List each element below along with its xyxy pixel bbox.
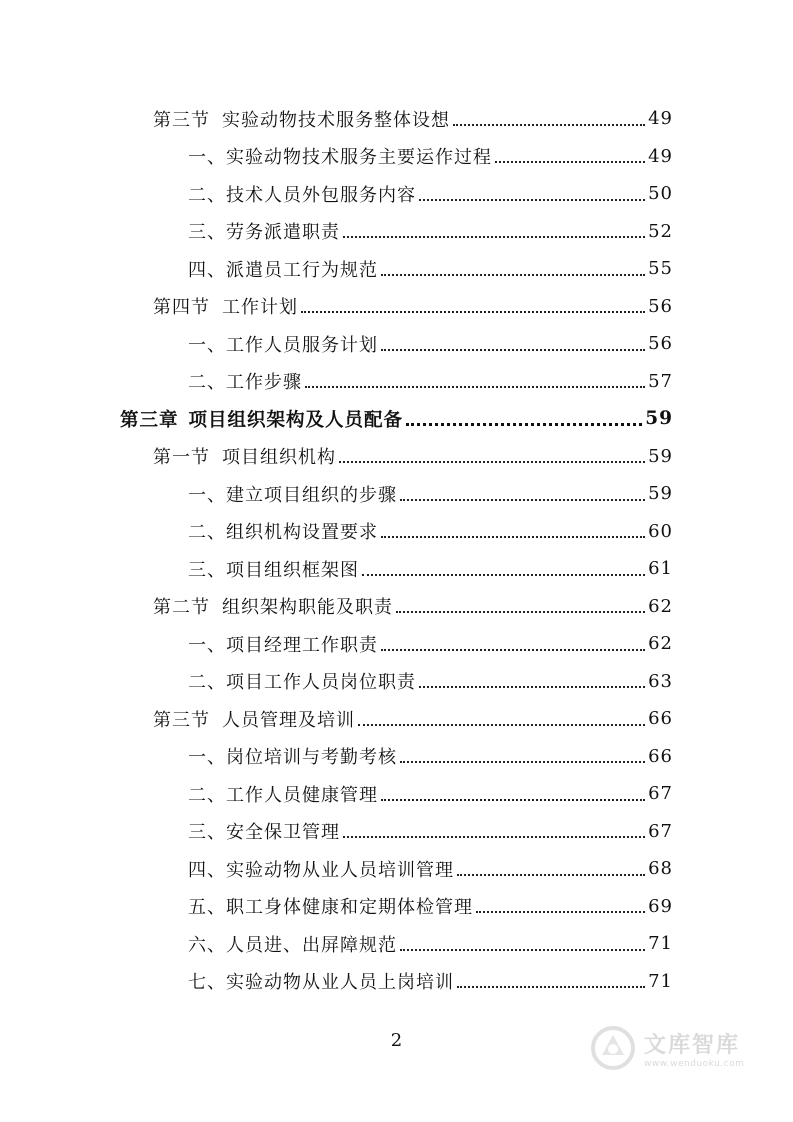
toc-entry-item[interactable] [0, 813, 793, 851]
toc-entry-item[interactable] [0, 775, 793, 813]
toc-entry-title [188, 668, 416, 694]
toc-page-number: 60 [648, 520, 673, 542]
toc-entry-number: 一、 [188, 747, 226, 769]
toc-entry-item[interactable] [0, 738, 793, 776]
toc-page-number: 59 [648, 483, 673, 505]
toc-entry-item[interactable] [0, 625, 793, 663]
watermark-url: www.wenduoku.com [644, 1058, 745, 1069]
toc-page-number: 62 [648, 595, 673, 617]
toc-dot-leader [362, 574, 645, 576]
toc-entry-number: 第二节 [153, 597, 210, 619]
toc-entry-item[interactable] [0, 325, 793, 363]
toc-dot-leader [339, 461, 645, 463]
toc-entry-item[interactable] [0, 663, 793, 701]
toc-entry-title [188, 331, 378, 357]
toc-entry-text: 派遣员工行为规范 [226, 259, 378, 281]
toc-entry-number: 六、 [188, 934, 226, 956]
toc-entry-item[interactable] [0, 475, 793, 513]
toc-page-number: 69 [648, 895, 673, 917]
toc-entry-text: 岗位培训与考勤考核 [226, 747, 397, 769]
toc-dot-leader [419, 686, 645, 688]
toc-page-number: 62 [648, 633, 673, 655]
toc-entry-number: 五、 [188, 897, 226, 919]
toc-entry-item[interactable] [0, 213, 793, 251]
toc-dot-leader [476, 911, 645, 913]
toc-entry-number: 第一节 [153, 447, 210, 469]
toc-entry-text: 实验动物从业人员培训管理 [226, 859, 454, 881]
toc-page-number: 49 [648, 108, 673, 130]
table-of-contents [0, 100, 793, 1000]
toc-page-number: 59 [648, 445, 673, 467]
toc-dot-leader [400, 499, 645, 501]
toc-entry-item[interactable] [0, 250, 793, 288]
toc-dot-leader [400, 949, 645, 951]
toc-entry-number: 二、 [188, 522, 226, 544]
toc-dot-leader [457, 986, 645, 988]
toc-entry-number: 三、 [188, 559, 226, 581]
toc-entry-title [188, 181, 416, 207]
toc-dot-leader [381, 536, 645, 538]
toc-entry-title [153, 293, 298, 319]
toc-entry-text: 安全保卫管理 [226, 822, 340, 844]
toc-entry-number: 三、 [188, 822, 226, 844]
toc-dot-leader [343, 236, 645, 238]
toc-entry-text: 实验动物技术服务整体设想 [222, 109, 450, 131]
toc-entry-title [188, 968, 454, 994]
toc-dot-leader [400, 761, 645, 763]
toc-page-number: 63 [648, 670, 673, 692]
toc-entry-number: 第三章 [120, 409, 179, 431]
toc-entry-title [120, 406, 403, 432]
toc-dot-leader [381, 649, 645, 651]
toc-entry-section[interactable] [0, 288, 793, 326]
toc-page-number: 59 [645, 408, 673, 430]
toc-entry-number: 第三节 [153, 109, 210, 131]
toc-page-number: 52 [648, 220, 673, 242]
toc-entry-item[interactable] [0, 888, 793, 926]
toc-entry-title [188, 743, 397, 769]
watermark-logo-icon [590, 1025, 636, 1071]
toc-entry-number: 第三节 [153, 709, 210, 731]
toc-entry-item[interactable] [0, 925, 793, 963]
toc-entry-number: 二、 [188, 784, 226, 806]
toc-page-number: 67 [648, 783, 673, 805]
toc-entry-number: 七、 [188, 972, 226, 994]
toc-entry-title [188, 143, 492, 169]
toc-entry-text: 人员管理及培训 [222, 709, 355, 731]
toc-entry-number: 一、 [188, 147, 226, 169]
toc-entry-item[interactable] [0, 138, 793, 176]
toc-entry-text: 组织机构设置要求 [226, 522, 378, 544]
toc-entry-item[interactable] [0, 550, 793, 588]
toc-entry-text: 技术人员外包服务内容 [226, 184, 416, 206]
toc-dot-leader [381, 349, 645, 351]
toc-entry-title [188, 781, 378, 807]
toc-entry-number: 一、 [188, 484, 226, 506]
toc-dot-leader [457, 874, 645, 876]
toc-page-number: 55 [648, 258, 673, 280]
toc-entry-item[interactable] [0, 175, 793, 213]
toc-entry-text: 人员进、出屏障规范 [226, 934, 397, 956]
toc-entry-number: 四、 [188, 859, 226, 881]
toc-entry-item[interactable] [0, 963, 793, 1001]
toc-entry-text: 职工身体健康和定期体检管理 [226, 897, 473, 919]
toc-entry-text: 项目工作人员岗位职责 [226, 672, 416, 694]
toc-entry-title [188, 256, 378, 282]
page-number: 2 [390, 1030, 403, 1051]
toc-entry-text: 实验动物从业人员上岗培训 [226, 972, 454, 994]
toc-page-number: 49 [648, 145, 673, 167]
toc-entry-title [188, 931, 397, 957]
toc-dot-leader [301, 311, 645, 313]
toc-entry-number: 二、 [188, 372, 226, 394]
toc-entry-text: 工作步骤 [226, 372, 302, 394]
toc-entry-text: 项目组织框架图 [226, 559, 359, 581]
toc-entry-section[interactable] [0, 700, 793, 738]
toc-entry-section[interactable] [0, 100, 793, 138]
toc-dot-leader [343, 836, 645, 838]
toc-page-number: 66 [648, 708, 673, 730]
toc-entry-text: 建立项目组织的步骤 [226, 484, 397, 506]
toc-entry-section[interactable] [0, 438, 793, 476]
toc-dot-leader [419, 199, 645, 201]
toc-entry-item[interactable] [0, 850, 793, 888]
toc-entry-text: 工作人员健康管理 [226, 784, 378, 806]
toc-entry-title [153, 106, 450, 132]
toc-entry-title [188, 518, 378, 544]
toc-dot-leader [381, 274, 645, 276]
toc-entry-chapter[interactable] [0, 400, 793, 438]
toc-page-number: 57 [648, 370, 673, 392]
toc-entry-text: 工作计划 [222, 297, 298, 319]
toc-entry-title [188, 481, 397, 507]
toc-page-number: 50 [648, 183, 673, 205]
toc-entry-text: 项目组织机构 [222, 447, 336, 469]
toc-page-number: 67 [648, 820, 673, 842]
toc-entry-title [188, 368, 302, 394]
toc-dot-leader [381, 799, 645, 801]
toc-entry-number: 第四节 [153, 297, 210, 319]
toc-entry-text: 劳务派遣职责 [226, 222, 340, 244]
toc-dot-leader [406, 423, 642, 426]
toc-dot-leader [358, 724, 645, 726]
toc-page-number: 71 [648, 933, 673, 955]
toc-page-number: 68 [648, 858, 673, 880]
toc-entry-title [188, 218, 340, 244]
toc-entry-text: 项目组织架构及人员配备 [188, 409, 404, 431]
toc-entry-title [153, 443, 336, 469]
toc-entry-item[interactable] [0, 363, 793, 401]
toc-entry-number: 二、 [188, 672, 226, 694]
toc-entry-number: 一、 [188, 634, 226, 656]
watermark-name: 文库智库 [644, 1032, 741, 1058]
toc-dot-leader [305, 386, 645, 388]
toc-entry-title [153, 593, 393, 619]
toc-dot-leader [495, 161, 645, 163]
toc-entry-text: 工作人员服务计划 [226, 334, 378, 356]
toc-page-number: 71 [648, 970, 673, 992]
toc-entry-number: 三、 [188, 222, 226, 244]
toc-page-number: 56 [648, 333, 673, 355]
toc-page-number: 56 [648, 295, 673, 317]
toc-entry-text: 实验动物技术服务主要运作过程 [226, 147, 492, 169]
watermark [590, 1018, 760, 1078]
toc-entry-item[interactable] [0, 513, 793, 551]
toc-entry-title [188, 856, 454, 882]
toc-entry-title [188, 893, 473, 919]
toc-entry-title [188, 631, 378, 657]
toc-entry-text: 组织架构职能及职责 [222, 597, 393, 619]
toc-entry-section[interactable] [0, 588, 793, 626]
toc-entry-number: 一、 [188, 334, 226, 356]
toc-entry-title [188, 818, 340, 844]
toc-entry-title [153, 706, 355, 732]
toc-entry-number: 四、 [188, 259, 226, 281]
toc-entry-text: 项目经理工作职责 [226, 634, 378, 656]
toc-entry-title [188, 556, 359, 582]
toc-dot-leader [396, 611, 645, 613]
toc-entry-number: 二、 [188, 184, 226, 206]
toc-dot-leader [453, 124, 645, 126]
toc-page-number: 66 [648, 745, 673, 767]
toc-page-number: 61 [648, 558, 673, 580]
